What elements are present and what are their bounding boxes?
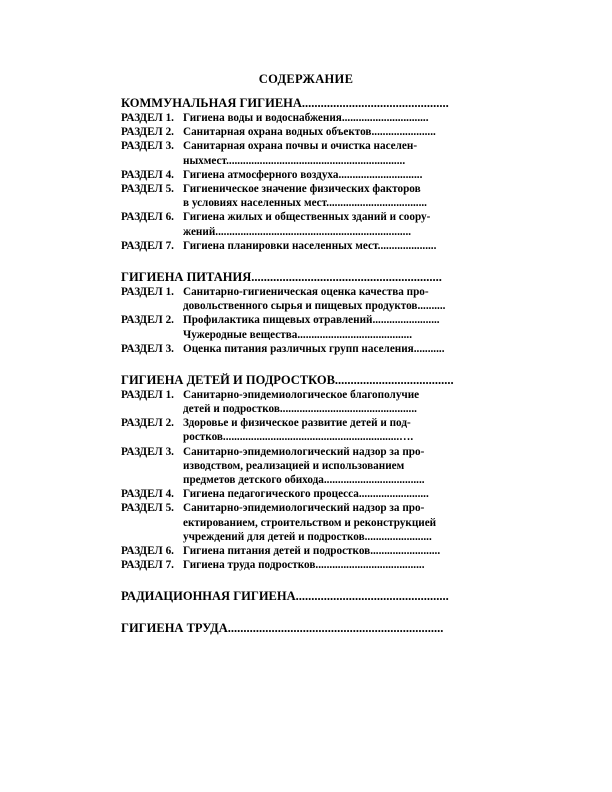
toc-entry-section-label: РАЗДЕЛ 7. bbox=[121, 239, 174, 252]
toc-entry[interactable] bbox=[121, 388, 481, 416]
toc-entry-section-label: РАЗДЕЛ 2. bbox=[121, 126, 174, 139]
toc-entry-section-label: РАЗДЕЛ 2. bbox=[121, 417, 174, 430]
toc-entry-section-label: РАЗДЕЛ 1. bbox=[121, 285, 174, 298]
toc-entry-title-line: Профилактика пищевых отравлений........................ bbox=[183, 314, 440, 327]
toc-group-heading[interactable]: РАДИАЦИОННАЯ ГИГИЕНА................................................. bbox=[121, 589, 449, 604]
toc-group bbox=[121, 96, 481, 253]
toc-entry[interactable] bbox=[121, 342, 481, 356]
toc-entry-title-line: Санитарно-эпидемиологический надзор за про- bbox=[183, 502, 425, 515]
toc-entry-title-line: Оценка питания различных групп населения........... bbox=[183, 342, 445, 355]
toc-entry-title bbox=[183, 313, 481, 341]
toc-entry-section-label: РАЗДЕЛ 6. bbox=[121, 544, 174, 557]
toc-entry[interactable] bbox=[121, 313, 481, 341]
toc-entry[interactable] bbox=[121, 182, 481, 210]
toc-entry-title-line: Санитарно-эпидемиологический надзор за про- bbox=[183, 445, 425, 458]
toc-entry-title bbox=[183, 210, 481, 238]
toc-entry-section-label: РАЗДЕЛ 4. bbox=[121, 168, 174, 181]
toc-entry[interactable] bbox=[121, 125, 481, 139]
toc-entry-title-line: Санитарная охрана водных объектов....................... bbox=[183, 126, 436, 139]
toc-entry[interactable] bbox=[121, 558, 481, 572]
toc-entry-title-line: ектированием, строительством и реконструкцией bbox=[183, 516, 437, 529]
toc-entry[interactable] bbox=[121, 139, 481, 167]
table-of-contents bbox=[121, 96, 481, 653]
toc-entry-title-line: в условиях населенных мест.................................... bbox=[183, 197, 427, 210]
toc-entry-title bbox=[183, 544, 481, 558]
toc-entry-title-line: детей и подростков................................................. bbox=[183, 403, 417, 416]
toc-entry-title bbox=[183, 501, 481, 544]
toc-entry-title bbox=[183, 388, 481, 416]
toc-group bbox=[121, 589, 481, 604]
toc-entry-title-line: Санитарная охрана почвы и очистка населен- bbox=[183, 140, 418, 153]
toc-group bbox=[121, 270, 481, 356]
toc-entry[interactable] bbox=[121, 544, 481, 558]
toc-entry-title-line: Гигиена труда подростков....................................... bbox=[183, 559, 425, 572]
toc-entry-section-label: РАЗДЕЛ 2. bbox=[121, 314, 174, 327]
toc-entry-title bbox=[183, 139, 481, 167]
toc-group-heading[interactable]: ГИГИЕНА ТРУДА..................................................................... bbox=[121, 621, 444, 636]
toc-entry-title bbox=[183, 445, 481, 488]
toc-entry-title-line: Чужеродные вещества......................................... bbox=[183, 328, 413, 341]
toc-entry[interactable] bbox=[121, 445, 481, 488]
toc-entry-title bbox=[183, 416, 481, 444]
toc-entry-title-line: Гигиеническое значение физических факторов bbox=[183, 182, 421, 195]
toc-entry-title bbox=[183, 342, 481, 356]
toc-group-heading[interactable]: ГИГИЕНА ПИТАНИЯ............................................................. bbox=[121, 269, 442, 284]
page-title: СОДЕРЖАНИЕ bbox=[258, 72, 354, 86]
toc-entry-title-line: Гигиена воды и водоснабжения............................... bbox=[183, 112, 429, 124]
toc-entry-title bbox=[183, 285, 481, 313]
toc-entry-title-line: Здоровье и физическое развитие детей и под- bbox=[183, 417, 411, 430]
toc-entry-title bbox=[183, 168, 481, 182]
toc-entry-title-line: Гигиена жилых и общественных зданий и соору- bbox=[183, 211, 431, 224]
toc-entry-title-line: ростков...............................................................…. bbox=[183, 431, 414, 444]
toc-entry-section-label: РАЗДЕЛ 1. bbox=[121, 112, 174, 124]
toc-entry-title-line: довольственного сырья и пищевых продуктов.......... bbox=[183, 300, 446, 313]
toc-entry-section-label: РАЗДЕЛ 3. bbox=[121, 445, 174, 458]
toc-entry-title bbox=[183, 558, 481, 572]
toc-entry-title-line: Гигиена педагогического процесса......................... bbox=[183, 488, 429, 501]
toc-entry[interactable] bbox=[121, 210, 481, 238]
toc-entry-section-label: РАЗДЕЛ 5. bbox=[121, 502, 174, 515]
toc-entry[interactable] bbox=[121, 501, 481, 544]
toc-group-heading[interactable]: КОММУНАЛЬНАЯ ГИГИЕНА............................................... bbox=[121, 96, 449, 110]
toc-group bbox=[121, 621, 481, 636]
toc-entry[interactable] bbox=[121, 416, 481, 444]
toc-entry[interactable] bbox=[121, 487, 481, 501]
toc-entry-title bbox=[183, 182, 481, 210]
toc-entry[interactable] bbox=[121, 168, 481, 182]
toc-entry-title-line: Гигиена питания детей и подростков......................... bbox=[183, 544, 441, 557]
toc-entry-title bbox=[183, 111, 481, 125]
toc-entry-title-line: ныхмест................................................................ bbox=[183, 154, 406, 167]
toc-entry-title-line: изводством, реализацией и использованием bbox=[183, 459, 405, 472]
toc-entry-title-line: Санитарно-гигиеническая оценка качества про- bbox=[183, 285, 429, 298]
toc-entry-section-label: РАЗДЕЛ 3. bbox=[121, 140, 174, 153]
toc-entry-title-line: Санитарно-эпидемиологическое благополучие bbox=[183, 388, 420, 401]
toc-entry-section-label: РАЗДЕЛ 4. bbox=[121, 488, 174, 501]
toc-entry[interactable] bbox=[121, 285, 481, 313]
toc-entry-title bbox=[183, 487, 481, 501]
toc-entry-title-line: учреждений для детей и подростков........................ bbox=[183, 530, 432, 543]
toc-entry-title-line: предметов детского обихода.................................... bbox=[183, 474, 425, 487]
toc-entry-title-line: Гигиена атмосферного воздуха.............................. bbox=[183, 168, 423, 181]
toc-entry-section-label: РАЗДЕЛ 5. bbox=[121, 182, 174, 195]
toc-entry-section-label: РАЗДЕЛ 1. bbox=[121, 388, 174, 401]
toc-group bbox=[121, 373, 481, 572]
toc-entry-section-label: РАЗДЕЛ 6. bbox=[121, 211, 174, 224]
toc-entry[interactable] bbox=[121, 111, 481, 125]
toc-entry-title bbox=[183, 239, 481, 253]
toc-entry-title bbox=[183, 125, 481, 139]
toc-entry[interactable] bbox=[121, 239, 481, 253]
toc-entry-title-line: Гигиена планировки населенных мест..................... bbox=[183, 239, 437, 252]
toc-group-heading[interactable]: ГИГИЕНА ДЕТЕЙ И ПОДРОСТКОВ...................................... bbox=[121, 372, 454, 387]
toc-entry-section-label: РАЗДЕЛ 3. bbox=[121, 342, 174, 355]
toc-entry-title-line: жений...................................................................... bbox=[183, 225, 412, 238]
toc-entry-section-label: РАЗДЕЛ 7. bbox=[121, 559, 174, 572]
